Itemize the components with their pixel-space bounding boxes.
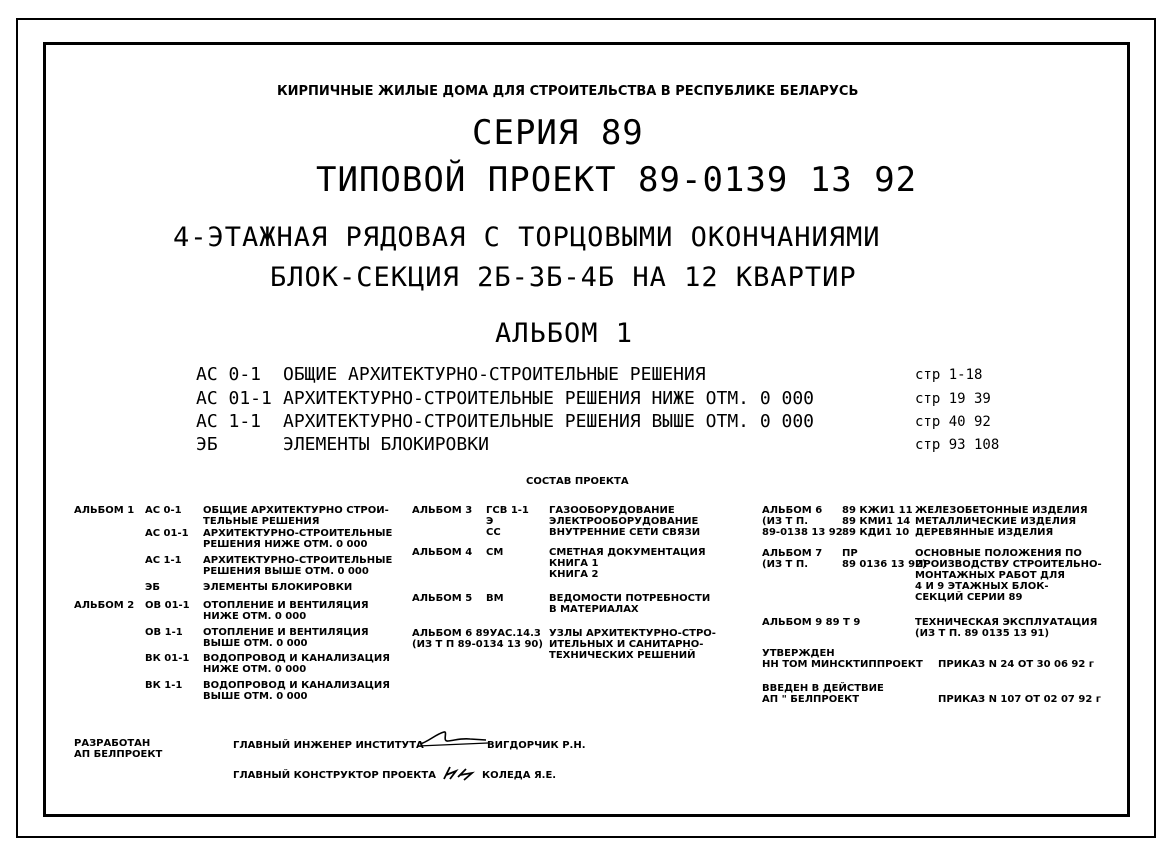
section-text: УЗЛЫ АРХИТЕКТУРНО-СТРО- ИТЕЛЬНЫХ И САНИТАРНО- ТЕХНИЧЕСКИХ РЕШЕНИЙ bbox=[549, 628, 716, 661]
album-row-pages: стр 1-18 bbox=[915, 367, 983, 383]
section-text: ОСНОВНЫЕ ПОЛОЖЕНИЯ ПО ПРОИЗВОДСТВУ СТРОИТЕЛЬНО- МОНТАЖНЫХ РАБОТ ДЛЯ 4 И 9 ЭТАЖНЫХ БЛОК- СЕКЦИЙ СЕРИИ 89 bbox=[915, 548, 1102, 603]
album-row-pages: стр 19 39 bbox=[915, 391, 991, 407]
composition-heading: СОСТАВ ПРОЕКТА bbox=[526, 476, 629, 487]
album-label: АЛЬБОМ 7 (ИЗ Т П. bbox=[762, 548, 823, 570]
project-title: ТИПОВОЙ ПРОЕКТ 89-0139 13 92 bbox=[316, 160, 918, 200]
album-label: АЛЬБОМ 6 89УАС.14.3 (ИЗ Т П 89-0134 13 90) bbox=[412, 628, 543, 650]
album-label: АЛЬБОМ 6 (ИЗ Т П. 89-0138 13 92 bbox=[762, 505, 843, 538]
album-row-title: АРХИТЕКТУРНО-СТРОИТЕЛЬНЫЕ РЕШЕНИЯ НИЖЕ ОТМ. 0 000 bbox=[283, 388, 815, 409]
album-row-code: АС 1-1 bbox=[196, 411, 262, 432]
section-text: ЭЛЕМЕНТЫ БЛОКИРОВКИ bbox=[203, 582, 353, 593]
section-code: АС 0-1 bbox=[145, 505, 182, 516]
section-code: ОВ 1-1 bbox=[145, 627, 183, 638]
top-line: КИРПИЧНЫЕ ЖИЛЫЕ ДОМА ДЛЯ СТРОИТЕЛЬСТВА В РЕСПУБЛИКЕ БЕЛАРУСЬ bbox=[277, 84, 859, 99]
section-code: ВМ bbox=[486, 593, 504, 604]
section-codes: 89 КЖИ1 11 89 КМИ1 14 89 КДИ1 10 bbox=[842, 505, 913, 538]
section-text: ТЕХНИЧЕСКАЯ ЭКСПЛУАТАЦИЯ (ИЗ Т П. 89 0135 13 91) bbox=[915, 617, 1098, 639]
section-text: АРХИТЕКТУРНО-СТРОИТЕЛЬНЫЕ РЕШЕНИЯ ВЫШЕ ОТМ. 0 000 bbox=[203, 555, 393, 577]
album-row-code: АС 0-1 bbox=[196, 364, 262, 385]
chief-designer-signature bbox=[440, 763, 476, 783]
section-code: АС 1-1 bbox=[145, 555, 182, 566]
album-row-pages: стр 40 92 bbox=[915, 414, 991, 430]
album-row-code: ЭБ bbox=[196, 434, 218, 455]
album-row-code: АС 01-1 bbox=[196, 388, 272, 409]
album-row-title: ОБЩИЕ АРХИТЕКТУРНО-СТРОИТЕЛЬНЫЕ РЕШЕНИЯ bbox=[283, 364, 706, 385]
introduced-label: ВВЕДЕН В ДЕЙСТВИЕ АП " БЕЛПРОЕКТ bbox=[762, 683, 884, 705]
album-label: АЛЬБОМ 5 bbox=[412, 593, 473, 604]
chief-engineer-name: ВИГДОРЧИК Р.Н. bbox=[487, 740, 586, 751]
album-label: АЛЬБОМ 3 bbox=[412, 505, 473, 516]
section-code: ОВ 01-1 bbox=[145, 600, 190, 611]
chief-designer-label: ГЛАВНЫЙ КОНСТРУКТОР ПРОЕКТА bbox=[233, 770, 436, 781]
section-text: ОТОПЛЕНИЕ И ВЕНТИЛЯЦИЯ НИЖЕ ОТМ. 0 000 bbox=[203, 600, 369, 622]
section-codes: ПР 89 0136 13 92) bbox=[842, 548, 927, 570]
section-code: АС 01-1 bbox=[145, 528, 189, 539]
approved-label: УТВЕРЖДЕН НН ТОМ МИНСКТИППРОЕКТ bbox=[762, 648, 923, 670]
section-text: ОБЩИЕ АРХИТЕКТУРНО СТРОИ- ТЕЛЬНЫЕ РЕШЕНИЯ bbox=[203, 505, 389, 527]
section-text: ЖЕЛЕЗОБЕТОННЫЕ ИЗДЕЛИЯ МЕТАЛЛИЧЕСКИЕ ИЗДЕЛИЯ ДЕРЕВЯННЫЕ ИЗДЕЛИЯ bbox=[915, 505, 1088, 538]
approved-order: ПРИКАЗ N 24 ОТ 30 06 92 г bbox=[938, 659, 1095, 670]
album-label: АЛЬБОМ 1 bbox=[74, 505, 135, 516]
subtitle-line2: БЛОК-СЕКЦИЯ 2Б-3Б-4Б НА 12 КВАРТИР bbox=[270, 262, 857, 293]
album-title: АЛЬБОМ 1 bbox=[495, 318, 634, 349]
section-text: АРХИТЕКТУРНО-СТРОИТЕЛЬНЫЕ РЕШЕНИЯ НИЖЕ ОТМ. 0 000 bbox=[203, 528, 393, 550]
section-text: ОТОПЛЕНИЕ И ВЕНТИЛЯЦИЯ ВЫШЕ ОТМ. 0 000 bbox=[203, 627, 369, 649]
album-label: АЛЬБОМ 9 89 Т 9 bbox=[762, 617, 861, 628]
album-label: АЛЬБОМ 4 bbox=[412, 547, 473, 558]
section-code: ЭБ bbox=[145, 582, 160, 593]
album-row-title: АРХИТЕКТУРНО-СТРОИТЕЛЬНЫЕ РЕШЕНИЯ ВЫШЕ ОТМ. 0 000 bbox=[283, 411, 815, 432]
subtitle-line1: 4-ЭТАЖНАЯ РЯДОВАЯ С ТОРЦОВЫМИ ОКОНЧАНИЯМИ bbox=[173, 222, 881, 253]
chief-engineer-label: ГЛАВНЫЙ ИНЖЕНЕР ИНСТИТУТА bbox=[233, 740, 424, 751]
section-code: СМ bbox=[486, 547, 504, 558]
album-row-pages: стр 93 108 bbox=[915, 437, 1000, 453]
album-row-title: ЭЛЕМЕНТЫ БЛОКИРОВКИ bbox=[283, 434, 489, 455]
section-text: ВОДОПРОВОД И КАНАЛИЗАЦИЯ НИЖЕ ОТМ. 0 000 bbox=[203, 653, 390, 675]
chief-engineer-signature bbox=[418, 728, 488, 750]
section-codes: ГСВ 1-1 Э СС bbox=[486, 505, 529, 538]
section-text: ВОДОПРОВОД И КАНАЛИЗАЦИЯ ВЫШЕ ОТМ. 0 000 bbox=[203, 680, 390, 702]
album-label: АЛЬБОМ 2 bbox=[74, 600, 135, 611]
section-code: ВК 1-1 bbox=[145, 680, 183, 691]
chief-designer-name: КОЛЕДА Я.Е. bbox=[482, 770, 557, 781]
section-code: ВК 01-1 bbox=[145, 653, 190, 664]
series-title: СЕРИЯ 89 bbox=[472, 113, 644, 153]
section-text: ГАЗООБОРУДОВАНИЕ ЭЛЕКТРООБОРУДОВАНИЕ ВНУТРЕННИЕ СЕТИ СВЯЗИ bbox=[549, 505, 701, 538]
section-text: ВЕДОМОСТИ ПОТРЕБНОСТИ В МАТЕРИАЛАХ bbox=[549, 593, 711, 615]
developed-by: РАЗРАБОТАН АП БЕЛПРОЕКТ bbox=[74, 738, 163, 760]
introduced-order: ПРИКАЗ N 107 ОТ 02 07 92 г bbox=[938, 694, 1101, 705]
section-text: СМЕТНАЯ ДОКУМЕНТАЦИЯ КНИГА 1 КНИГА 2 bbox=[549, 547, 706, 580]
